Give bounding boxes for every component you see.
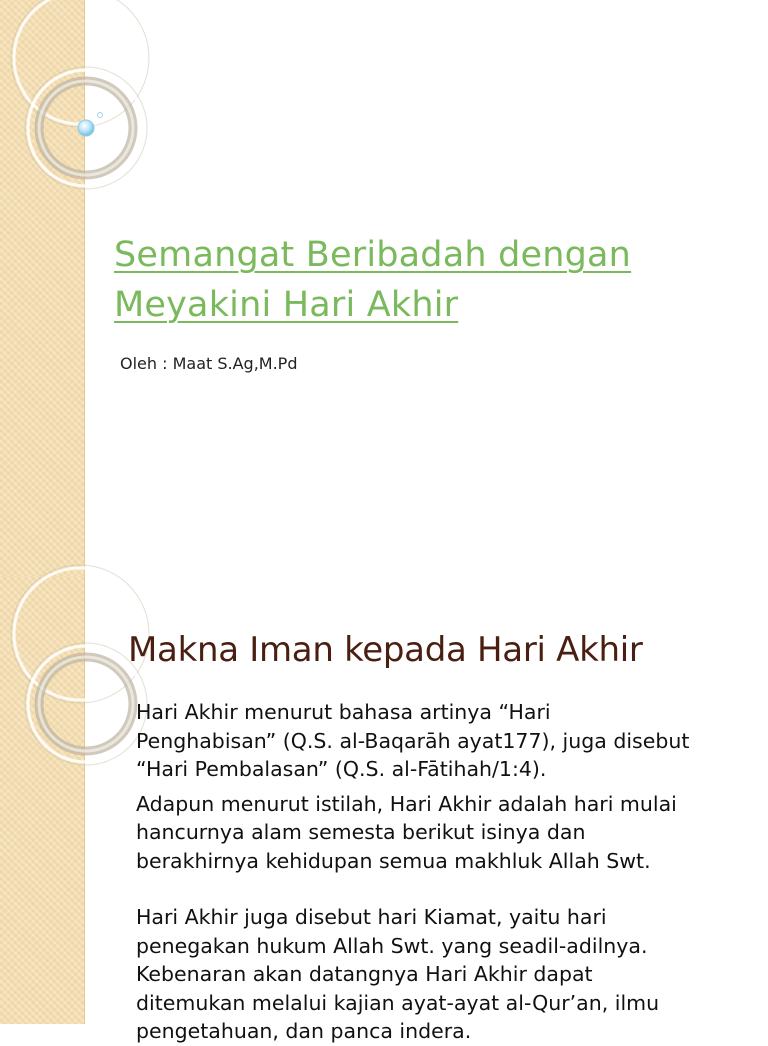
slide-title (114, 230, 734, 330)
text-line: Hari Akhir menurut bahasa artinya “Hari (136, 700, 551, 724)
text-line: Hari Akhir juga disebut hari Kiamat, yaitu hari (136, 905, 607, 929)
body-text (136, 698, 756, 1046)
section-heading: Makna Iman kepada Hari Akhir (128, 630, 643, 670)
decorative-side-stripe (0, 576, 85, 1024)
text-line: Kebenaran akan datangnya Hari Akhir dapat (136, 962, 593, 986)
text-line: ditemukan melalui kajian ayat-ayat al-Qur’an, ilmu (136, 990, 660, 1015)
slide-title-line-2: Meyakini Hari Akhir (114, 285, 459, 325)
paragraph-1 (136, 698, 756, 784)
paragraph-2 (136, 790, 756, 876)
paragraph-3 (136, 903, 756, 1046)
content-slide (0, 576, 768, 1043)
text-line: berakhirnya kehidupan semua makhluk Allah Swt. (136, 848, 651, 873)
text-line: “Hari Pembalasan” (Q.S. al-Fātihah/1:4). (136, 757, 547, 781)
slide-title-line-1: Semangat Beribadah dengan (114, 235, 632, 275)
author-byline: Oleh : Maat S.Ag,M.Pd (120, 354, 298, 373)
text-line: penegakan hukum Allah Swt. yang seadil-adilnya. (136, 933, 648, 958)
text-line: Adapun menurut istilah, Hari Akhir adalah hari mulai (136, 791, 677, 816)
decorative-side-stripe (0, 0, 85, 576)
text-line: Penghabisan” (Q.S. al-Baqarāh ayat177), juga disebut (136, 728, 690, 753)
text-line: pengetahuan, dan panca indera. (136, 1019, 472, 1043)
text-line: hancurnya alam semesta berikut isinya dan (136, 820, 586, 844)
